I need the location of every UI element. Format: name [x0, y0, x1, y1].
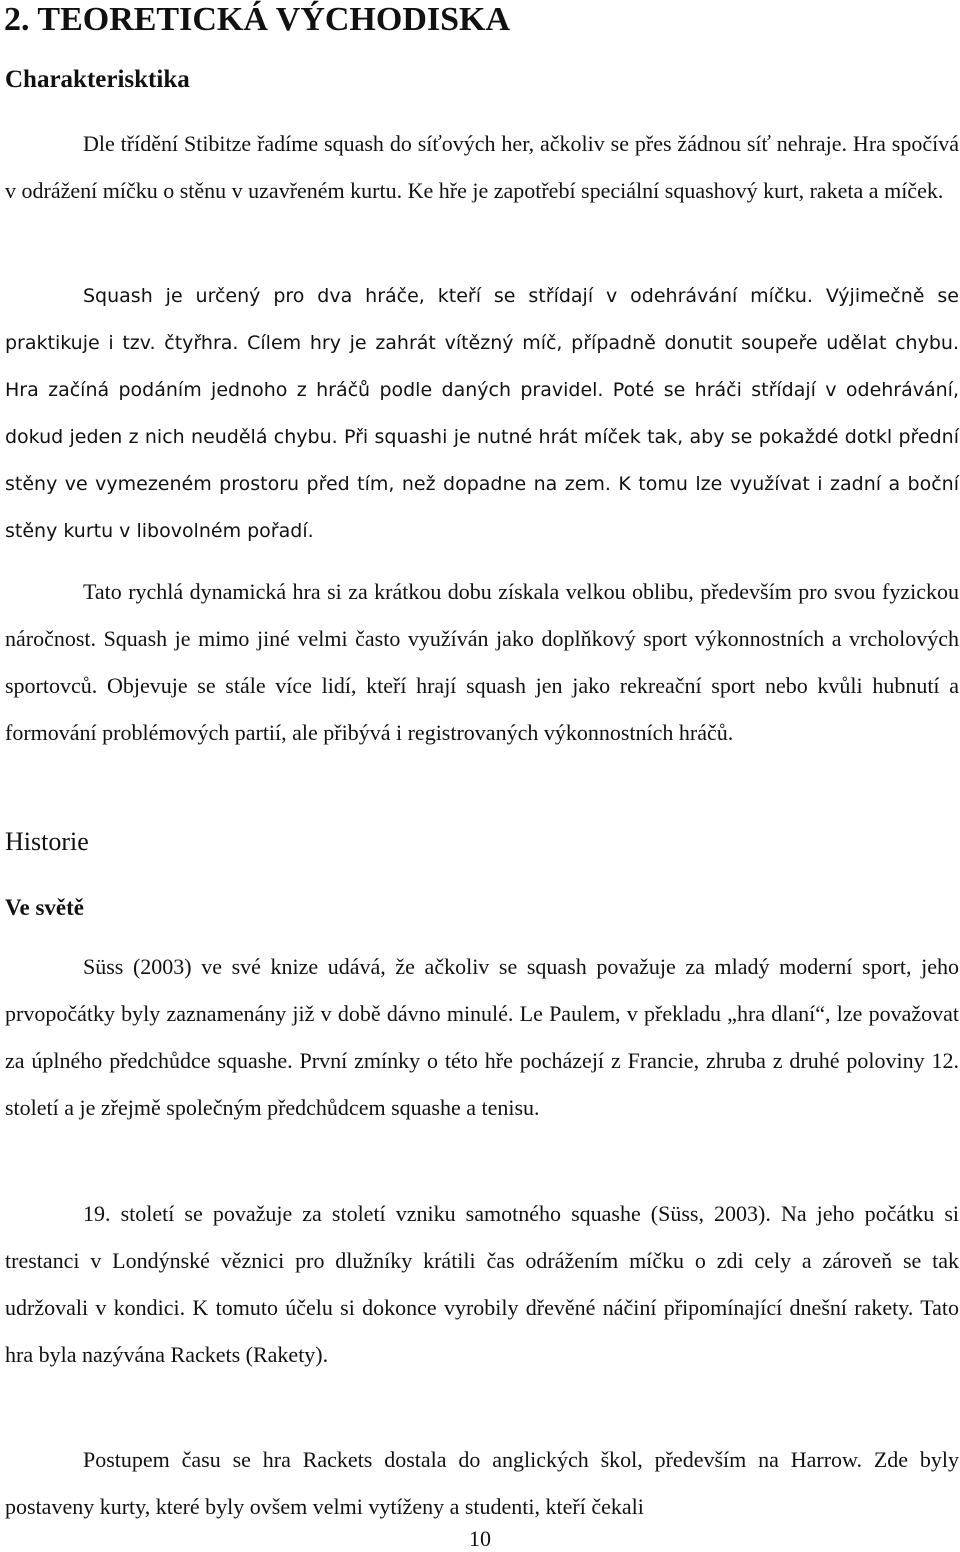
paragraph-4: Süss (2003) ve své knize udává, že ačkoliv se squash považuje za mladý moderní sport, jeho prvopočátky byly zaznamenány již v době dávno minulé. Le Paulem, v překladu „hra dlaní“, lze považovat za úplného předchůdce squashe. První zmínky o této hře pocházejí z Francie, zhruba z druhé poloviny 12. století a je zřejmě společným předchůdcem squashe a tenisu. — [5, 954, 959, 1120]
section-heading-historie: Historie — [5, 827, 89, 856]
paragraph-1: Dle třídění Stibitze řadíme squash do síťových her, ačkoliv se přes žádnou síť nehraje. Hra spočívá v odrážení míčku o stěnu v uzavřeném kurtu. Ke hře je zapotřebí speciální squashový kurt, raketa a míček. — [5, 131, 959, 203]
section-heading-charakteristika: Charakterisktika — [5, 66, 190, 93]
page-number: 10 — [469, 1526, 491, 1551]
paragraph-2: Squash je určený pro dva hráče, kteří se střídají v odehrávání míčku. Výjimečně se praktikuje i tzv. čtyřhra. Cílem hry je zahrát vítězný míč, případně donutit soupeře udělat chybu. Hra začíná podáním jednoho z hráčů podle daných pravidel. Poté se hráči střídají v odehrávání, dokud jeden z nich neudělá chybu. Při squashi je nutné hrát míček tak, aby se pokaždé dotkl přední stěny ve vymezeném prostoru před tím, než dopadne na zem. K tomu lze využívat i zadní a boční stěny kurtu v libovolném pořadí. — [5, 285, 959, 542]
paragraph-5: 19. století se považuje za století vzniku samotného squashe (Süss, 2003). Na jeho počátku si trestanci v Londýnské věznici pro dlužníky krátili čas odrážením míčku o zdi cely a zároveň se tak udržovali v kondici. K tomuto účelu si dokonce vyrobily dřevěné náčiní připomínající dnešní rakety. Tato hra byla nazývána Rackets (Rakety). — [5, 1201, 959, 1367]
paragraph-3: Tato rychlá dynamická hra si za krátkou dobu získala velkou oblibu, především pro svou fyzickou náročnost. Squash je mimo jiné velmi často využíván jako doplňkový sport výkonnostních a vrcholových sportovců. Objevuje se stále více lidí, kteří hrají squash jen jako rekreační sport nebo kvůli hubnutí a formování problémových partií, ale přibývá i registrovaných výkonnostních hráčů. — [5, 579, 959, 745]
subsection-heading-ve-svete: Ve světě — [5, 895, 84, 920]
chapter-heading: 2. TEORETICKÁ VÝCHODISKA — [4, 1, 511, 38]
paragraph-6: Postupem času se hra Rackets dostala do anglických škol, především na Harrow. Zde byly postaveny kurty, které byly ovšem velmi vytíženy a studenti, kteří čekali — [5, 1447, 959, 1519]
